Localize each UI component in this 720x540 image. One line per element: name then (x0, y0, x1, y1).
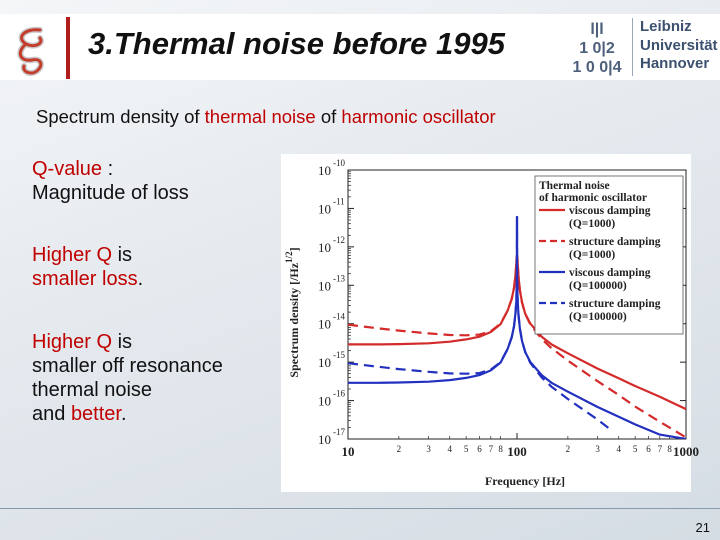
y-tick-label: 10 (318, 355, 331, 371)
x-tick-label: 100 (507, 444, 527, 459)
x-tick-label: 1000 (673, 444, 699, 459)
slide-subtitle (36, 106, 496, 128)
bullet-2-period: . (137, 268, 144, 290)
bullet-3-line-2: smaller off resonance (32, 355, 223, 377)
y-tick-label: 10 (318, 316, 331, 332)
bullet-3-keyword: Higher Q (32, 331, 113, 353)
bullet-1-keyword: Q-value (32, 158, 103, 180)
x-minor-tick-label: 5 (632, 444, 638, 454)
legend-entry-line: structure damping (569, 236, 661, 248)
bullet-3-line-4a: and (32, 403, 71, 425)
y-tick-label: 10 (318, 201, 331, 217)
uni-mark-row-1: l|l (590, 21, 604, 38)
x-minor-tick-label: 7 (657, 444, 663, 454)
university-line-3: Hannover (640, 55, 710, 72)
x-minor-tick-label: 8 (667, 444, 672, 454)
y-tick-label: 10 (318, 393, 331, 409)
x-minor-tick-label: 3 (595, 444, 600, 454)
footer-rule (0, 508, 720, 509)
spectrum-density-chart (281, 154, 699, 492)
y-tick-exponent: -10 (333, 158, 345, 168)
bullet-higher-q-noise (32, 330, 223, 426)
y-tick-label: 10 (318, 432, 331, 447)
legend-entry-line: viscous damping (569, 267, 651, 279)
legend-entry-line: (Q=1000) (569, 218, 616, 230)
bullet-1-line-2: Magnitude of loss (32, 182, 189, 204)
y-axis-label-exponent: 1/2 (284, 251, 294, 263)
x-minor-tick-label: 3 (426, 444, 431, 454)
y-tick-exponent: -17 (333, 427, 345, 437)
bullet-q-value (32, 157, 189, 205)
uni-mark-row-2: 1 0|2 (579, 40, 615, 57)
bullet-3-line-3: thermal noise (32, 379, 153, 401)
uni-mark-row-3: 1 0 0|4 (572, 59, 622, 76)
subtitle-part-1: Spectrum density of (36, 106, 205, 127)
legend-entry-line: (Q=1000) (569, 249, 616, 261)
y-tick-exponent: -14 (333, 311, 345, 322)
university-line-2: Universität (640, 36, 718, 54)
x-minor-tick-label: 4 (447, 444, 452, 454)
university-line-1: Leibniz (640, 18, 692, 35)
university-divider (632, 18, 633, 76)
subtitle-part-3: of (315, 106, 342, 127)
y-axis-label (284, 247, 301, 377)
y-tick-exponent: -12 (333, 234, 345, 245)
y-tick-label: 10 (318, 278, 331, 294)
x-minor-tick-label: 6 (646, 444, 651, 454)
bullet-3-line-4b: better (70, 403, 121, 425)
bullet-3-line-4c: . (120, 403, 127, 425)
x-axis-label: Frequency [Hz] (484, 474, 566, 488)
x-minor-tick-label: 8 (498, 444, 503, 454)
institute-logo-icon (10, 24, 56, 76)
legend-entry-line: structure damping (569, 298, 661, 310)
y-tick-label: 10 (318, 163, 331, 178)
bullet-2-rest: is (112, 244, 133, 266)
y-axis-label-end: ] (287, 247, 301, 252)
y-tick-exponent: -16 (333, 388, 345, 399)
legend-entry-line: (Q=100000) (569, 311, 627, 323)
bullet-1-rest: : (102, 158, 114, 180)
bullet-3-rest: is (112, 331, 133, 353)
y-tick-label: 10 (318, 239, 331, 255)
chart-panel (281, 154, 699, 492)
x-tick-label: 10 (341, 444, 355, 459)
y-tick-exponent: -15 (333, 350, 345, 361)
subtitle-part-4: harmonic oscillator (341, 106, 496, 127)
subtitle-part-2: thermal noise (204, 106, 316, 127)
x-minor-tick-label: 6 (477, 444, 482, 454)
x-minor-tick-label: 2 (396, 444, 402, 454)
x-minor-tick-label: 7 (488, 444, 494, 454)
y-tick-exponent: -11 (333, 196, 345, 207)
legend-entry-line: (Q=100000) (569, 280, 627, 292)
legend-title-line: Thermal noise (539, 180, 610, 192)
y-axis-label-text: Spectrum density [/Hz (287, 262, 301, 378)
bullet-2-line-2: smaller loss (32, 268, 138, 290)
bullet-higher-q-loss (32, 243, 143, 291)
university-name (640, 18, 718, 74)
legend-title-line: of harmonic oscillator (539, 192, 647, 204)
university-mark-icon (566, 17, 628, 77)
legend-entry-line: viscous damping (569, 205, 651, 217)
bullet-2-keyword: Higher Q (32, 244, 113, 266)
page-number: 21 (695, 520, 710, 535)
x-minor-tick-label: 4 (616, 444, 621, 454)
slide-title: 3.Thermal noise before 1995 (88, 26, 505, 61)
title-accent-rule (66, 17, 70, 79)
x-minor-tick-label: 5 (463, 444, 469, 454)
x-minor-tick-label: 2 (565, 444, 571, 454)
y-tick-exponent: -13 (333, 273, 345, 284)
